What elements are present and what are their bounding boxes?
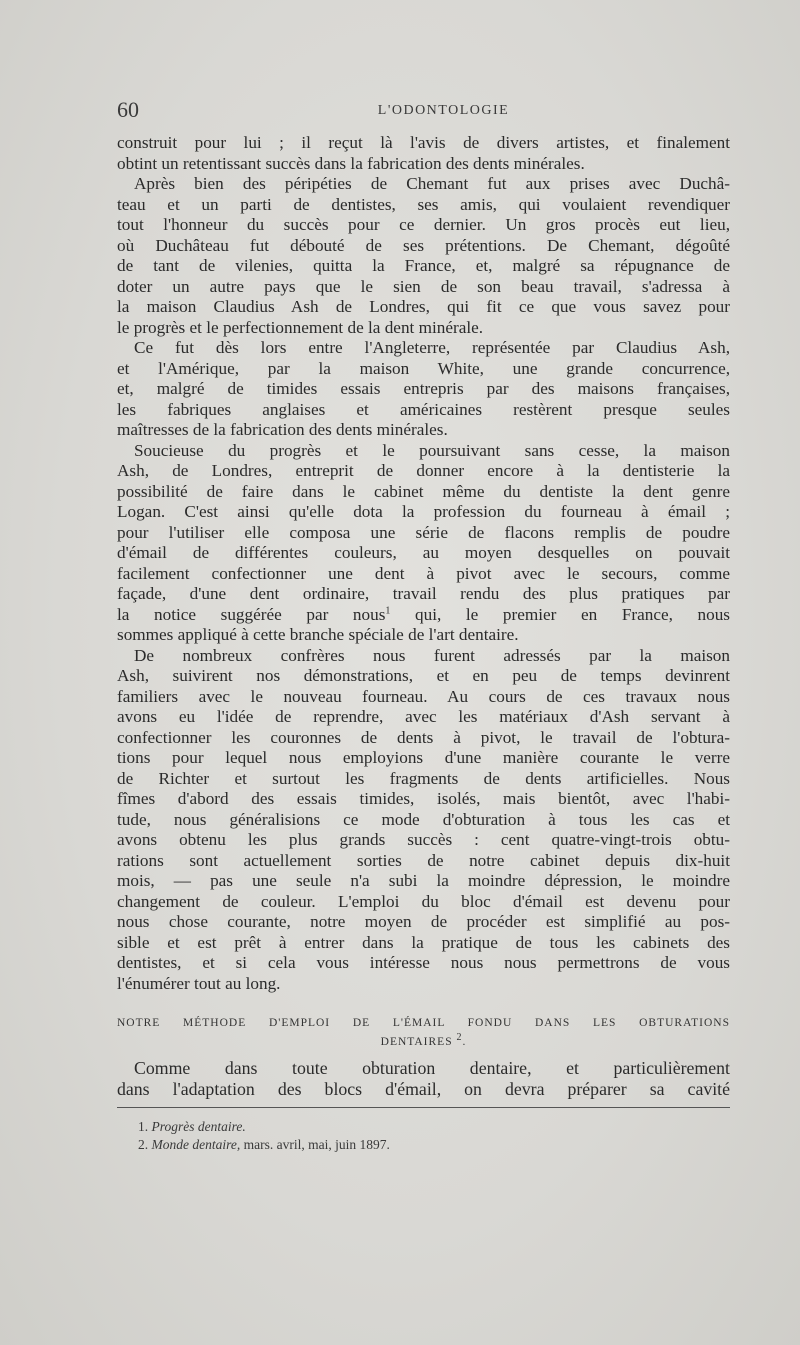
text-line: pour l'utiliser elle composa une série de flacons remplis de poudre — [117, 522, 730, 542]
text-line: nous chose courante, notre moyen de procéder est simplifié au pos- — [117, 912, 730, 931]
footnote-number: 2. — [138, 1137, 149, 1152]
text-line: teau et un parti de dentistes, ses amis, qui voulaient revendiquer — [117, 194, 730, 214]
text-line: Ce fut dès lors entre l'Angleterre, représentée par Claudius Ash, — [134, 338, 730, 357]
page-header — [117, 97, 730, 127]
text-line: tions pour lequel nous employions d'une manière courante le verre — [117, 748, 730, 767]
text-line: et l'Amérique, par la maison White, une grande concurrence, — [117, 358, 730, 378]
text-line-with-footnote — [117, 605, 730, 626]
text-line: De nombreux confrères nous furent adressés par la maison — [134, 645, 730, 665]
text-line: les fabriques anglaises et américaines restèrent presque seules — [117, 399, 730, 419]
text-line: dentistes, et si cela vous intéresse nous nous permettrons de vous — [117, 953, 730, 972]
section-heading — [117, 1014, 730, 1052]
text-line: où Duchâteau fut débouté de ses prétentions. De Chemant, dégoûté — [117, 235, 730, 255]
text-line: Après bien des péripéties de Chemant fut aux prises avec Duchâ- — [134, 174, 730, 193]
text-line: maîtresses de la fabrication des dents minérales. — [117, 420, 448, 439]
text-line: de Richter et surtout les fragments de dents artificielles. Nous — [117, 768, 730, 788]
text-line: fîmes d'abord des essais timides, isolés, mais bientôt, avec l'habi- — [117, 789, 730, 808]
text-line: l'énumérer tout au long. — [117, 973, 281, 993]
text-line: rations sont actuellement sorties de notre cabinet depuis dix-huit — [117, 850, 730, 870]
text-line: Ash, suivirent nos démonstrations, et en peu de temps devinrent — [117, 666, 730, 685]
text-line: obtint un retentissant succès dans la fabrication des dents minérales. — [117, 153, 585, 173]
section-heading-line: NOTRE MÉTHODE D'EMPLOI DE L'ÉMAIL FONDU DANS LES OBTURATIONS — [117, 1017, 730, 1029]
text-line: tout l'honneur du succès pour ce dernier. Un gros procès eut lieu, — [117, 215, 730, 234]
page-number: 60 — [117, 97, 139, 122]
footnote — [138, 1118, 728, 1136]
text-line: doter un autre pays que le sien de son beau travail, s'adressa à — [117, 276, 730, 296]
footnote-source: Monde dentaire, — [151, 1137, 241, 1152]
footnote — [138, 1136, 728, 1154]
text-line: sommes appliqué à cette branche spéciale de l'art dentaire. — [117, 625, 519, 644]
text-line: dans l'adaptation des blocs d'émail, on devra préparer sa cavité — [117, 1079, 730, 1099]
text-line: le progrès et le perfectionnement de la dent minérale. — [117, 317, 484, 337]
text-line: Soucieuse du progrès et le poursuivant sans cesse, la maison — [134, 440, 730, 460]
text-line: Ash, de Londres, entreprit de donner encore à la dentisterie la — [117, 461, 730, 480]
footnotes — [138, 1118, 728, 1154]
section-heading-line: DENTAIRES $^2$. — [380, 1032, 467, 1048]
text-line: d'émail de différentes couleurs, au moyen desquelles on pouvait — [117, 543, 730, 562]
text-line: possibilité de faire dans le cabinet même du dentiste la dent genre — [117, 481, 730, 501]
footnote-ref: 2 — [456, 1032, 463, 1044]
text-line-tail: qui, le premier en France, nous — [415, 604, 730, 624]
text-line: Comme dans toute obturation dentaire, et particulièrement — [134, 1058, 730, 1078]
text-line: tude, nous généralisions ce mode d'obturation à tous les cas et — [117, 809, 730, 829]
text-line: avons obtenu les plus grands succès : cent quatre-vingt-trois obtu- — [117, 830, 730, 849]
text-line: et, malgré de timides essais entrepris par des maisons françaises, — [117, 379, 730, 398]
text-line: familiers avec le nouveau fourneau. Au cours de ces travaux nous — [117, 686, 730, 706]
text-line: construit pour lui ; il reçut là l'avis de divers artistes, et finalement — [117, 133, 730, 152]
body-text-continued — [117, 1058, 730, 1100]
text-line: facilement confectionner une dent à pivot avec le secours, comme — [117, 563, 730, 583]
text-line: avons eu l'idée de reprendre, avec les matériaux d'Ash servant à — [117, 707, 730, 726]
footnote-source: Progrès dentaire. — [151, 1119, 246, 1134]
text-line: sible et est prêt à entrer dans la pratique de tous les cabinets des — [117, 932, 730, 952]
text-line: changement de couleur. L'emploi du bloc d'émail est devenu pour — [117, 891, 730, 911]
text-line: façade, d'une dent ordinaire, travail rendu des plus pratiques par — [117, 584, 730, 603]
footnote-number: 1. — [138, 1119, 149, 1134]
text-line: la maison Claudius Ash de Londres, qui fit ce que vous savez pour — [117, 297, 730, 316]
footnote-detail: mars. avril, mai, juin 1897. — [243, 1137, 390, 1152]
section-heading-line2: DENTAIRES — [380, 1036, 453, 1048]
text-line: confectionner les couronnes de dents à pivot, le travail de l'obtura- — [117, 727, 730, 747]
footnote-rule — [117, 1107, 730, 1108]
text-line: de tant de vilenies, quitta la France, et, malgré sa répugnance de — [117, 256, 730, 275]
body-text — [117, 133, 730, 994]
text-line-head: la notice suggérée par nous — [117, 604, 386, 624]
text-line: Logan. C'est ainsi qu'elle dota la profession du fourneau à émail ; — [117, 502, 730, 521]
text-line: mois, — pas une seule n'a subi la moindre dépression, le moindre — [117, 871, 730, 890]
running-title: L'ODONTOLOGIE — [377, 103, 510, 118]
footnote-ref: 1 — [385, 604, 391, 616]
